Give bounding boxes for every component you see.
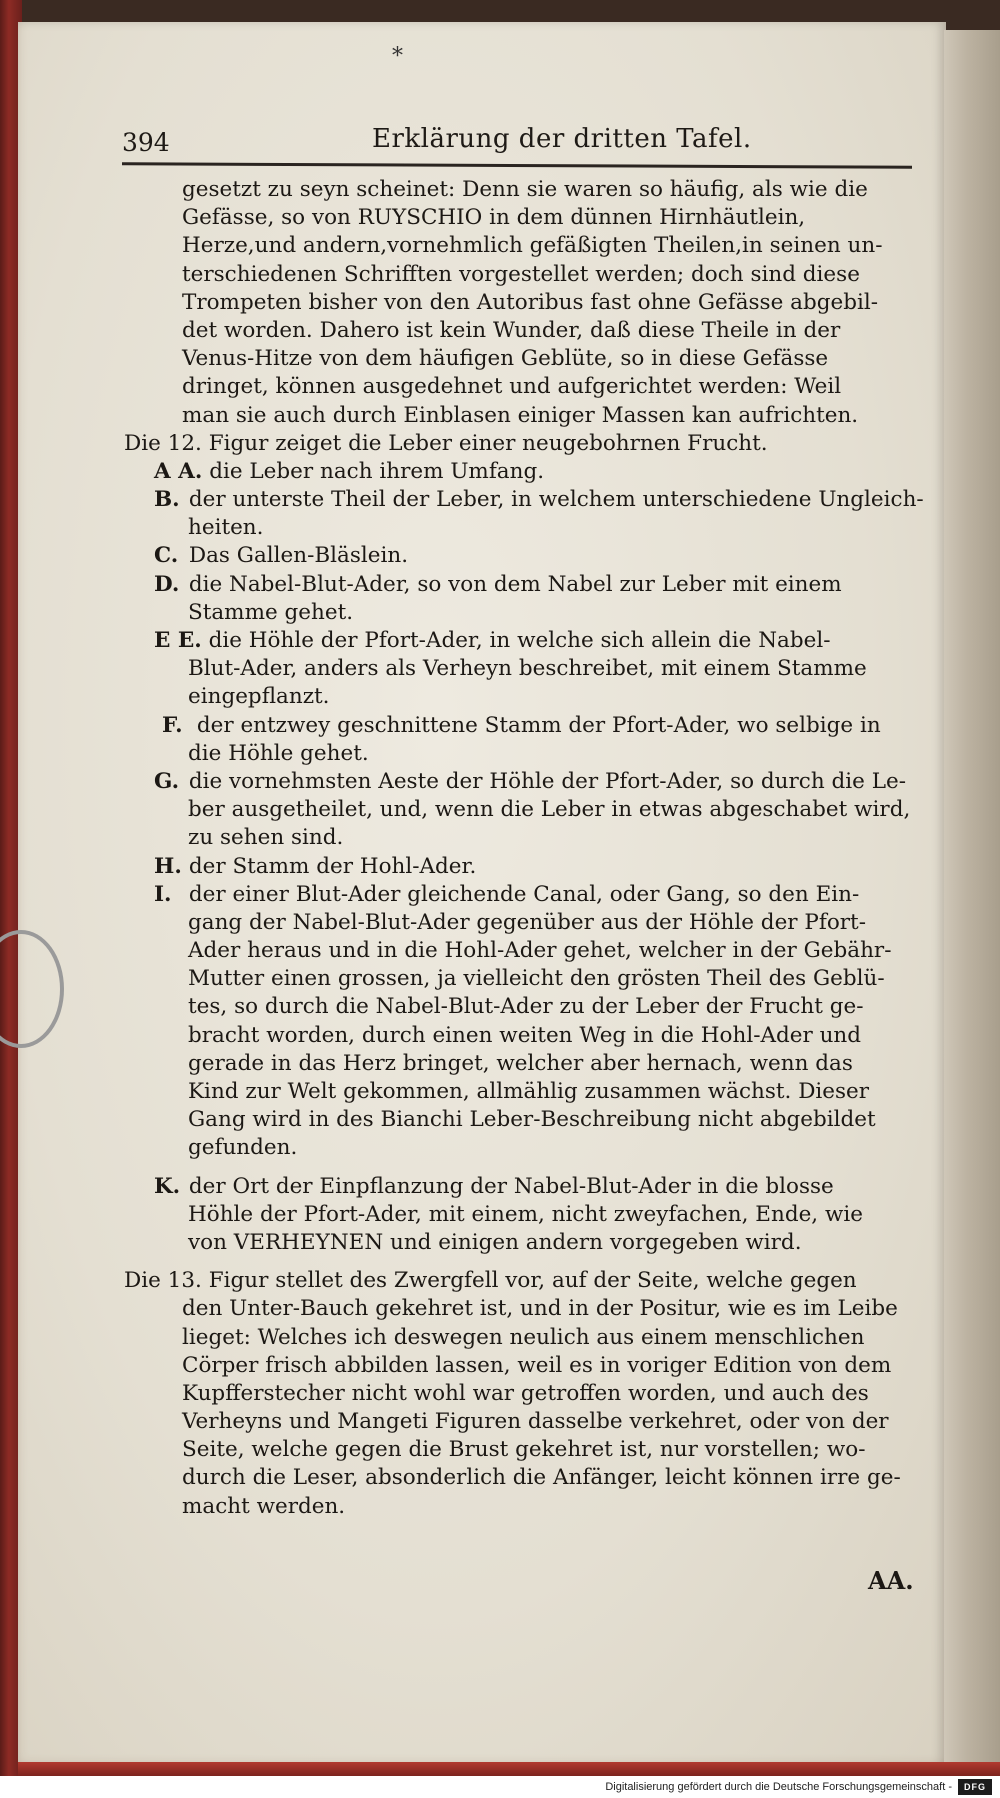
legend-continuation: Höhle der Pfort-Ader, mit einem, nicht zweyfachen, Ende, wie xyxy=(188,1201,863,1227)
running-title: Erklärung der dritten Tafel. xyxy=(372,124,752,154)
figure-12-legend xyxy=(124,458,924,1257)
legend-continuation: tes, so durch die Nabel-Blut-Ader zu der Leber der Frucht ge- xyxy=(188,994,864,1020)
legend-continuation: bracht worden, durch einen weiten Weg in die Hohl-Ader und xyxy=(188,1022,862,1048)
text-line: man sie auch durch Einblasen einiger Massen kan aufrichten. xyxy=(182,402,859,428)
legend-item xyxy=(124,1173,924,1201)
legend-text: der unterste Theil der Leber, in welchem unterschiedene Ungleich- xyxy=(188,487,924,513)
text-line: det worden. Dahero ist kein Wunder, daß diese Theile in der xyxy=(182,317,841,343)
text-line: Gefässe, so von RUYSCHIO in dem dünnen Hirnhäutlein, xyxy=(182,205,806,231)
text-line: Seite, welche gegen die Brust gekehret ist, nur vorstellen; wo- xyxy=(182,1437,866,1463)
legend-item xyxy=(124,627,924,655)
figure-12-heading: Die 12. Figur zeiget die Leber einer neugebohrnen Frucht. xyxy=(124,430,768,456)
legend-continuation: eingepflanzt. xyxy=(188,684,330,710)
text-line: Kupfferstecher nicht wohl war getroffen worden, und auch des xyxy=(182,1380,869,1406)
page-number: 394 xyxy=(122,128,170,157)
catchword: AA. xyxy=(868,1566,914,1595)
legend-continuation: die Höhle gehet. xyxy=(188,740,369,766)
legend-text: die Leber nach ihrem Umfang. xyxy=(209,458,545,484)
text-line: gesetzt zu seyn scheinet: Denn sie waren so häufig, als wie die xyxy=(182,177,868,202)
text-line: macht werden. xyxy=(182,1493,346,1519)
legend-continuation: heiten. xyxy=(188,515,264,541)
legend-label: I. xyxy=(154,881,172,907)
text-line: dringet, können ausgedehnet und aufgerichtet werden: Weil xyxy=(182,374,842,400)
text-line: Die 13. Figur stellet des Zwergfell vor, auf der Seite, welche gegen xyxy=(124,1268,857,1294)
legend-label: C. xyxy=(154,543,179,569)
legend-label: F. xyxy=(162,712,183,738)
body-text xyxy=(124,176,924,1521)
legend-text: der Stamm der Hohl-Ader. xyxy=(188,853,477,879)
legend-continuation: Blut-Ader, anders als Verheyn beschreibet, mit einem Stamme xyxy=(188,656,867,682)
funding-notice: Digitalisierung gefördert durch die Deutsche Forschungsgemeinschaft - xyxy=(605,1781,952,1793)
dfg-logo-icon: DFG xyxy=(958,1779,992,1795)
legend-item xyxy=(124,853,924,881)
text-line: Herze,und andern,vornehmlich gefäßigten Theilen,in seinen un- xyxy=(182,233,883,259)
legend-text: die vornehmsten Aeste der Höhle der Pfort-Ader, so durch die Le- xyxy=(188,768,906,794)
legend-item xyxy=(124,486,924,514)
page-bottom-edge xyxy=(18,1762,1000,1776)
legend-item xyxy=(124,881,924,909)
legend-item xyxy=(124,542,924,570)
ornament: * xyxy=(392,44,403,69)
legend-label: B. xyxy=(154,487,180,513)
legend-continuation: ber ausgetheilet, und, wenn die Leber in etwas abgeschabet wird, xyxy=(188,797,911,823)
legend-continuation: Mutter einen grossen, ja vielleicht den grösten Theil des Geblü- xyxy=(188,966,885,992)
intro-paragraph xyxy=(124,176,924,430)
legend-label: K. xyxy=(154,1173,181,1199)
legend-label: H. xyxy=(154,853,182,879)
legend-label: A A. xyxy=(154,458,203,484)
legend-text: der einer Blut-Ader gleichende Canal, oder Gang, so den Ein- xyxy=(188,881,860,907)
legend-continuation: Kind zur Welt gekommen, allmählig zusammen wächst. Dieser xyxy=(188,1079,870,1104)
text-line: Venus-Hitze von dem häufigen Geblüte, so in diese Gefässe xyxy=(182,346,829,372)
legend-label: E E. xyxy=(154,628,202,653)
text-line: terschiedenen Schrifften vorgestellet werden; doch sind diese xyxy=(182,261,860,287)
legend-label: D. xyxy=(154,571,180,597)
legend-text: die Höhle der Pfort-Ader, in welche sich allein die Nabel- xyxy=(208,628,831,653)
legend-continuation: zu sehen sind. xyxy=(188,825,344,851)
text-line: durch die Leser, absonderlich die Anfänger, leicht können irre ge- xyxy=(182,1465,901,1491)
legend-continuation: gerade in das Herz bringet, welcher aber hernach, wenn das xyxy=(188,1050,853,1076)
legend-continuation: von VERHEYNEN und einigen andern vorgegeben wird. xyxy=(188,1229,802,1255)
legend-item xyxy=(124,768,924,796)
legend-text: Das Gallen-Bläslein. xyxy=(188,543,409,569)
legend-continuation: Stamme gehet. xyxy=(188,599,354,625)
legend-continuation: Ader heraus und in die Hohl-Ader gehet, welcher in der Gebähr- xyxy=(188,938,892,964)
legend-text: der Ort der Einpflanzung der Nabel-Blut-Ader in die blosse xyxy=(188,1173,834,1199)
figure-13-paragraph xyxy=(124,1267,924,1521)
text-line: Trompeten bisher von den Autoribus fast ohne Gefässe abgebil- xyxy=(182,289,878,315)
page-stack-edge xyxy=(944,30,1000,1770)
legend-continuation: gang der Nabel-Blut-Ader gegenüber aus der Höhle der Pfort- xyxy=(188,909,866,935)
text-line: Verheyns und Mangeti Figuren dasselbe verkehret, oder von der xyxy=(182,1409,889,1435)
legend-item xyxy=(124,458,924,486)
text-line: Cörper frisch abbilden lassen, weil es in voriger Edition von dem xyxy=(182,1352,892,1378)
legend-continuation: gefunden. xyxy=(188,1135,298,1161)
legend-text: die Nabel-Blut-Ader, so von dem Nabel zur Leber mit einem xyxy=(188,571,842,597)
legend-text: der entzwey geschnittene Stamm der Pfort-Ader, wo selbige in xyxy=(196,712,881,738)
legend-continuation: Gang wird in des Bianchi Leber-Beschreibung nicht abgebildet xyxy=(188,1107,876,1133)
legend-item xyxy=(124,712,924,740)
legend-label: G. xyxy=(154,768,180,794)
legend-item xyxy=(124,571,924,599)
text-line: den Unter-Bauch gekehret ist, und in der Positur, wie es im Leibe xyxy=(182,1296,898,1322)
text-line: lieget: Welches ich deswegen neulich aus einem menschlichen xyxy=(182,1324,865,1350)
